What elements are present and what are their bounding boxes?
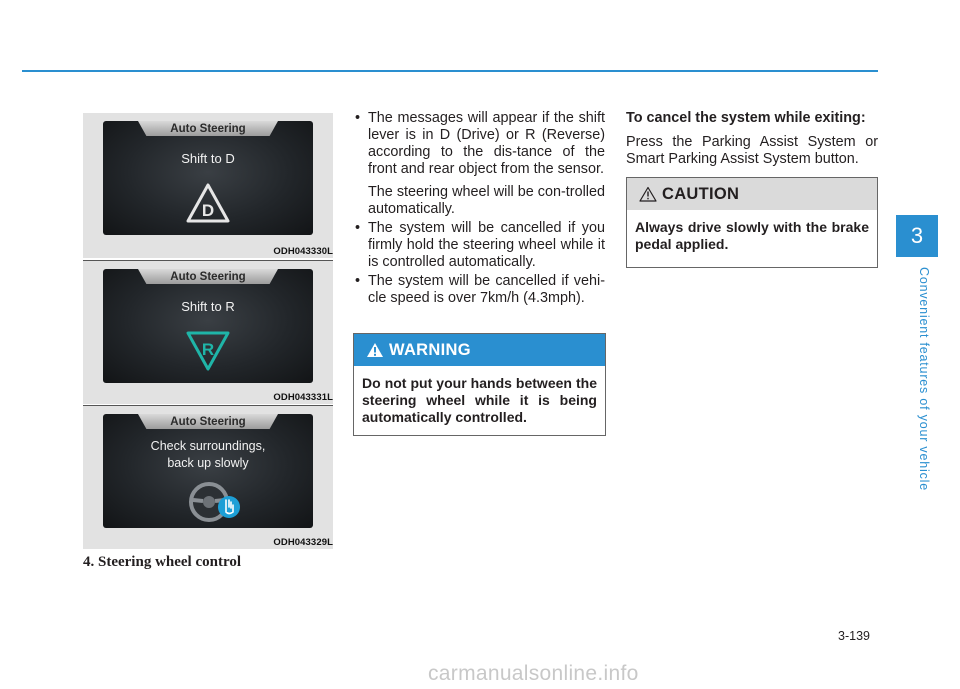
middle-column: [353, 110, 605, 309]
screen-title: Auto Steering: [170, 416, 246, 428]
right-column: [626, 110, 878, 168]
screen-message-line: Check surroundings,: [150, 439, 266, 453]
section-heading: To cancel the system while exiting:: [626, 110, 866, 126]
bullet-continuation: The steering wheel will be con-trolled automatically.: [368, 184, 605, 217]
svg-text:D: D: [201, 201, 215, 220]
bullet-item: • The messages will appear if the shift lever is in D (Drive) or R (Reverse) according to the dis-tance of the front and rear object from the sensor.: [353, 110, 605, 178]
cluster-screen: [103, 121, 313, 235]
drive-triangle-icon: [186, 183, 230, 223]
steering-wheel-hand-icon: [185, 480, 241, 524]
figure-shift-to-d: [83, 113, 333, 258]
page-number: 3-139: [838, 629, 870, 643]
caution-icon: [639, 186, 657, 202]
warning-title: WARNING: [389, 341, 471, 359]
caution-box: [626, 177, 878, 268]
screen-message: [103, 438, 313, 472]
reverse-triangle-icon: [186, 331, 230, 371]
figure-shift-to-r: [83, 261, 333, 404]
screen-message: Shift to D: [181, 151, 235, 166]
figure-check-surroundings: [83, 406, 333, 549]
bullet-item: • The system will be cancelled if you firmly hold the steering wheel while it is controlled automatically.: [353, 220, 605, 271]
caution-title: CAUTION: [662, 185, 740, 203]
cluster-screen: [103, 414, 313, 528]
figure-code: ODH043330L: [273, 246, 333, 257]
caution-header: [627, 178, 877, 210]
warning-text: Do not put your hands between the steering wheel while it is being automatically controlled.: [362, 375, 597, 425]
section-text: Press the Parking Assist System or Smart Parking Assist System button.: [626, 134, 878, 167]
screen-title: Auto Steering: [170, 123, 246, 135]
warning-icon: [366, 342, 384, 358]
caution-text: Always drive slowly with the brake pedal applied.: [635, 219, 869, 252]
screen-title: Auto Steering: [170, 271, 246, 283]
chapter-title: Convenient features of your vehicle: [917, 267, 931, 491]
chapter-tab: 3: [896, 215, 938, 257]
figure-code: ODH043331L: [273, 392, 333, 403]
cluster-screen: [103, 269, 313, 383]
screen-message-line: back up slowly: [167, 456, 249, 470]
bullet-item: • The system will be cancelled if vehi-cle speed is over 7km/h (4.3mph).: [353, 273, 605, 307]
header-rule: [22, 70, 878, 72]
figure-caption: 4. Steering wheel control: [83, 554, 242, 570]
warning-header: [354, 334, 605, 366]
warning-box: [353, 333, 606, 436]
svg-text:R: R: [201, 340, 215, 359]
screen-message: Shift to R: [181, 299, 235, 314]
figure-code: ODH043329L: [273, 537, 333, 548]
watermark: carmanualsonline.info: [428, 662, 639, 685]
